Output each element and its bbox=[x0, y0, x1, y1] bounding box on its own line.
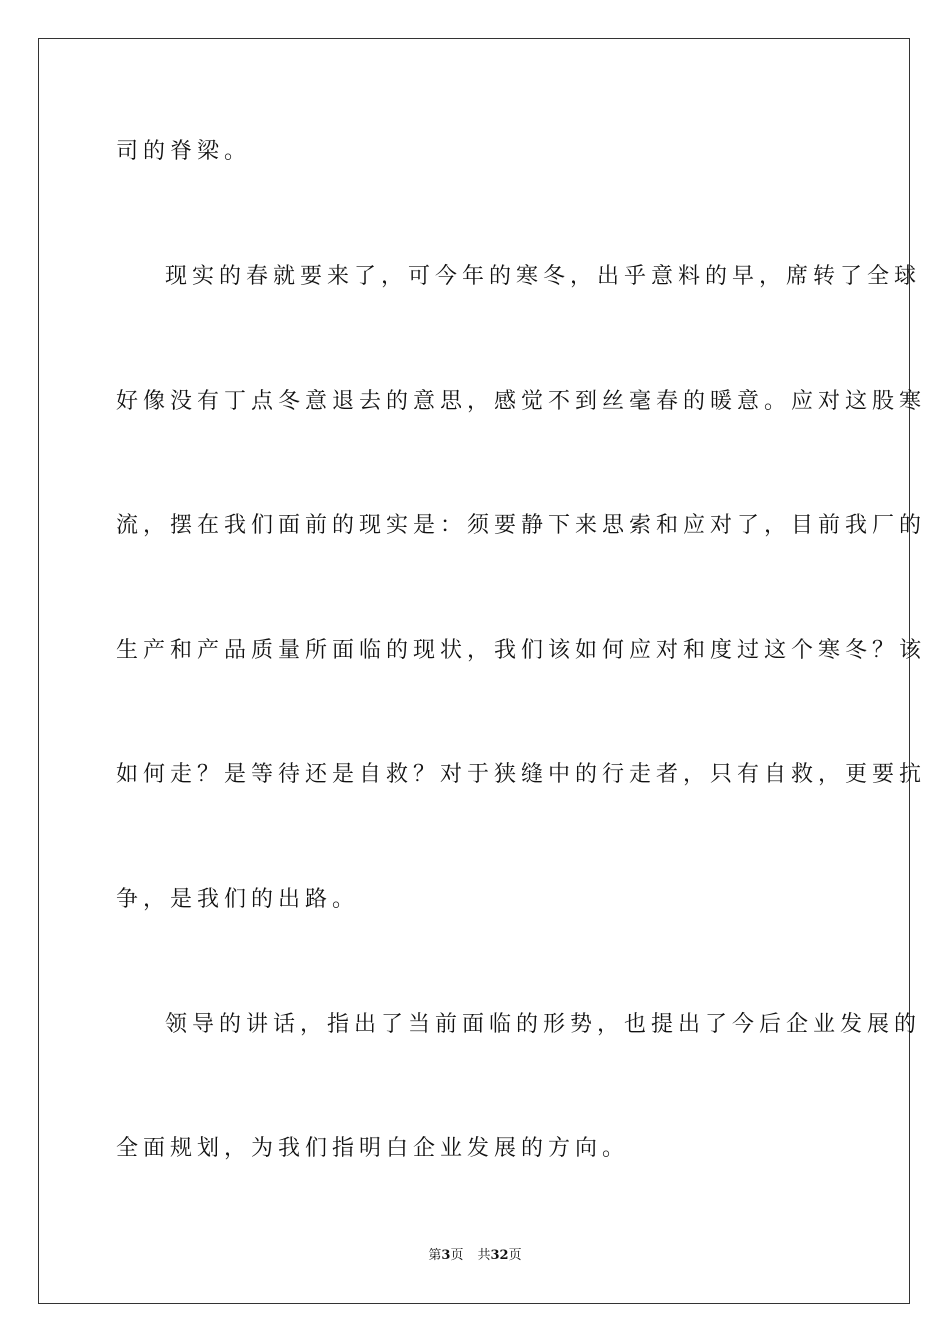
body-text-line-7: 争，是我们的出路。 bbox=[116, 887, 360, 912]
body-text-line-6: 如何走？是等待还是自救？对于狭缝中的行走者，只有自救，更要抗 bbox=[116, 762, 927, 787]
total-suffix: 页 bbox=[508, 1248, 522, 1263]
total-pages: 32 bbox=[490, 1248, 509, 1263]
body-text-line-2: 现实的春就要来了，可今年的寒冬，出乎意料的早，席转了全球 bbox=[165, 264, 922, 289]
body-text-line-5: 生产和产品质量所面临的现状，我们该如何应对和度过这个寒冬？该 bbox=[116, 638, 927, 663]
page-suffix: 页 bbox=[450, 1248, 464, 1263]
body-text-line-4: 流，摆在我们面前的现实是：须要静下来思索和应对了，目前我厂的 bbox=[116, 513, 927, 538]
page-border bbox=[38, 38, 910, 1304]
page-prefix: 第 bbox=[428, 1248, 442, 1263]
page-footer bbox=[0, 1246, 950, 1266]
body-text-line-1: 司的脊梁。 bbox=[116, 139, 252, 164]
body-text-line-8: 领导的讲话，指出了当前面临的形势，也提出了今后企业发展的 bbox=[165, 1012, 922, 1037]
total-prefix: 共 bbox=[477, 1248, 491, 1263]
body-text-line-9: 全面规划，为我们指明白企业发展的方向。 bbox=[116, 1136, 630, 1161]
page-number: 3 bbox=[441, 1248, 451, 1263]
body-text-line-3: 好像没有丁点冬意退去的意思，感觉不到丝毫春的暖意。应对这股寒 bbox=[116, 389, 927, 414]
